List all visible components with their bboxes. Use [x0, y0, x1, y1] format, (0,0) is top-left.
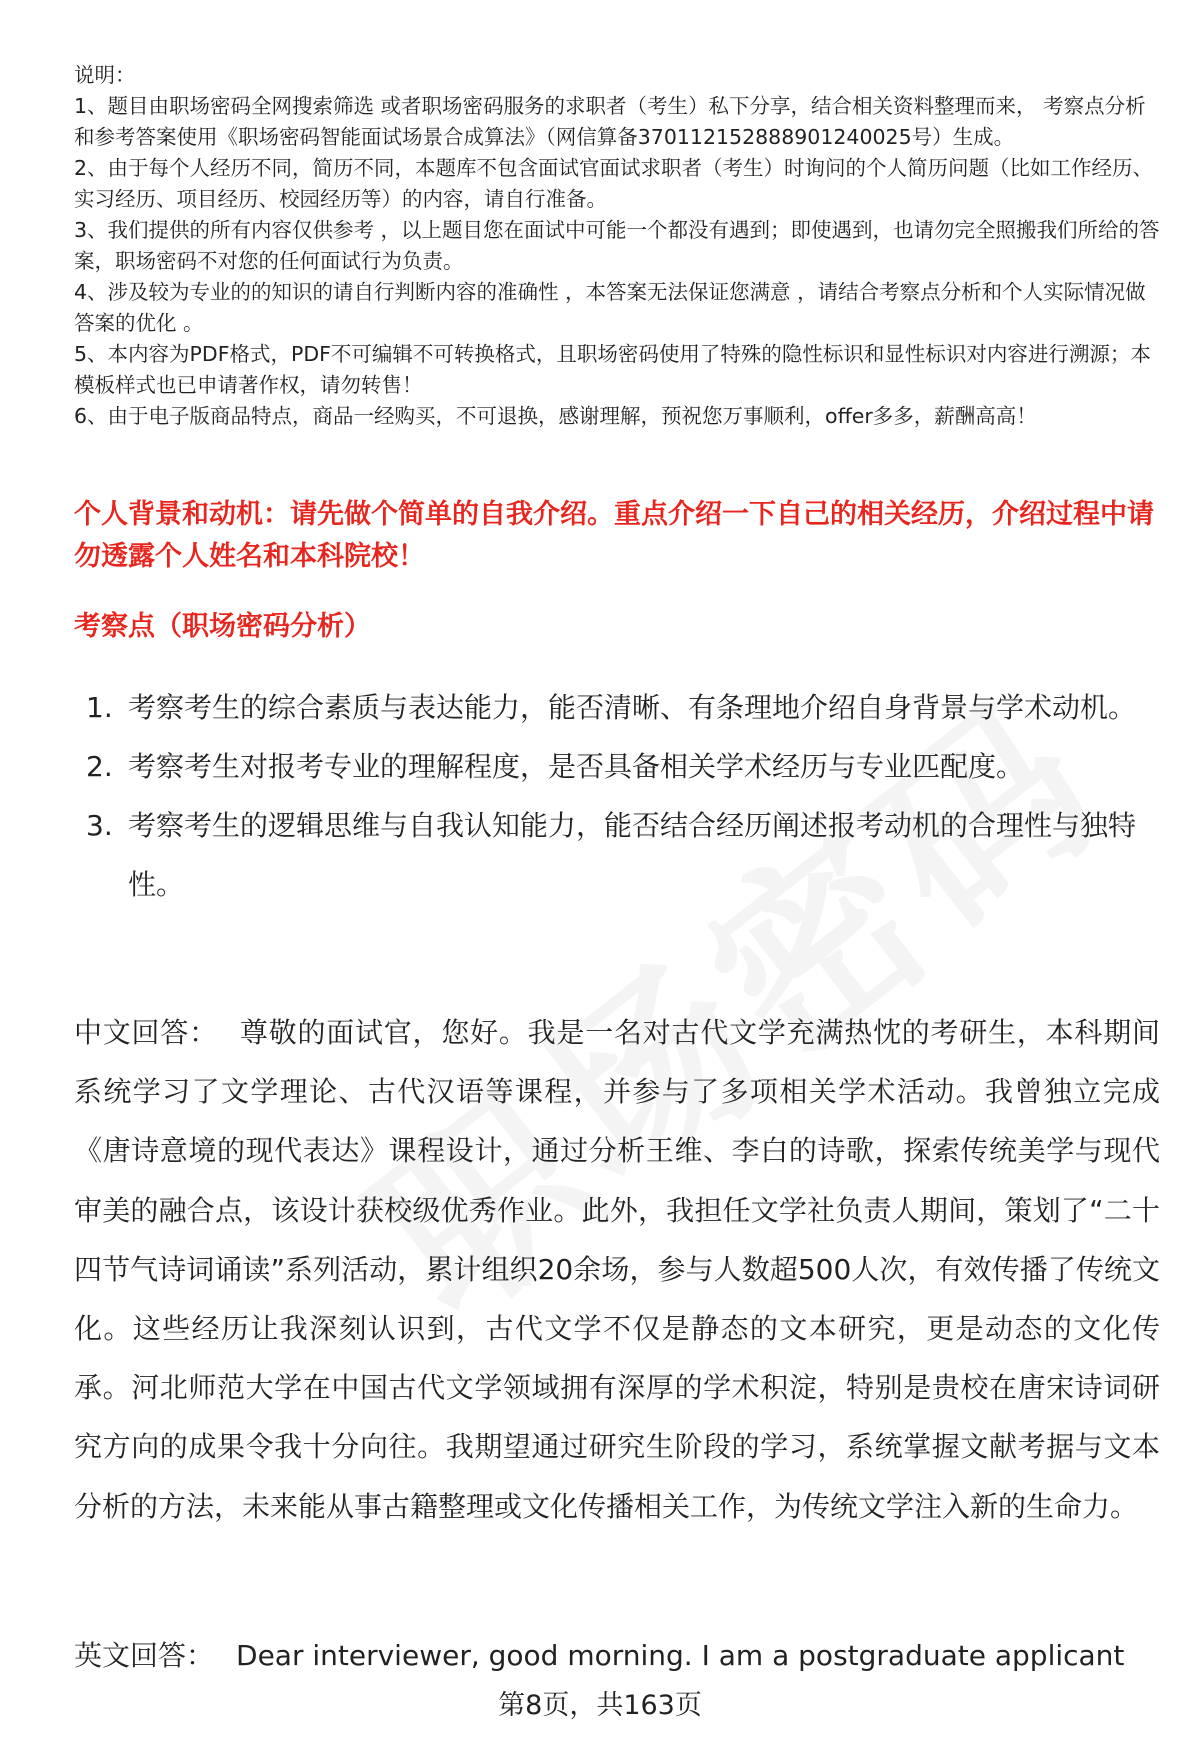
question-title: 个人背景和动机：请先做个简单的自我介绍。重点介绍一下自己的相关经历，介绍过程中请勿透露个人姓名和本科院校！ [74, 499, 1154, 572]
english-answer [74, 1630, 1164, 1682]
key-point-item [74, 737, 1154, 796]
note-item: 4、涉及较为专业的的知识的请自行判断内容的准确性 ，本答案无法保证您满意 ，请结合考察点分析和个人实际情况做答案的优化 。 [74, 280, 1146, 335]
note-item: 2、由于每个人经历不同，简历不同，本题库不包含面试官面试求职者（考生）时询问的个人简历问题（比如工作经历、实习经历、项目经历、校园经历等）的内容，请自行准备。 [74, 156, 1154, 211]
key-point-item [74, 796, 1154, 914]
note-item: 1、题目由职场密码全网搜索筛选 或者职场密码服务的求职者（考生）私下分享，结合相关资料整理而来， 考察点分析和参考答案使用《职场密码智能面试场景合成算法》（网信算备370112152888901240025号）生成。 [74, 94, 1146, 149]
english-answer-text: Dear interviewer, good morning. I am a postgraduate applicant [236, 1639, 1125, 1672]
note-item: 3、我们提供的所有内容仅供参考 ，以上题目您在面试中可能一个都没有遇到；即使遇到，也请勿完全照搬我们所给的答案，职场密码不对您的任何面试行为负责。 [74, 218, 1160, 273]
english-answer-label: 英文回答： [74, 1639, 215, 1672]
chinese-answer [74, 1003, 1160, 1536]
key-point-number: 1. [86, 691, 113, 724]
chinese-answer-text: 尊敬的面试官，您好。我是一名对古代文学充满热忱的考研生，本科期间系统学习了文学理论、古代汉语等课程，并参与了多项相关学术活动。我曾独立完成《唐诗意境的现代表达》课程设计，通过分析王维、李白的诗歌，探索传统美学与现代审美的融合点，该设计获校级优秀作业。此外，我担任文学社负责人期间，策划了“二十四节气诗词诵读”系列活动，累计组织20余场，参与人数超500人次，有效传播了传统文化。这些经历让我深刻认识到，古代文学不仅是静态的文本研究，更是动态的文化传承。河北师范大学在中国古代文学领域拥有深厚的学术积淀，特别是贵校在唐宋诗词研究方向的成果令我十分向往。我期望通过研究生阶段的学习，系统掌握文献考据与文本分析的方法，未来能从事古籍整理或文化传播相关工作，为传统文学注入新的生命力。 [74, 1016, 1160, 1523]
key-point-number: 2. [86, 750, 113, 783]
disclaimer-notes [74, 60, 1164, 432]
chinese-answer-label: 中文回答： [74, 1016, 218, 1049]
notes-heading: 说明： [74, 63, 136, 87]
note-item: 5、本内容为PDF格式，PDF不可编辑不可转换格式，且职场密码使用了特殊的隐性标识和显性标识对内容进行溯源；本模板样式也已申请著作权，请勿转售！ [74, 342, 1151, 397]
key-points-title: 考察点（职场密码分析） [74, 611, 371, 642]
key-points-list [74, 678, 1154, 914]
key-point-item [74, 678, 1154, 737]
key-point-text: 考察考生的逻辑思维与自我认知能力，能否结合经历阐述报考动机的合理性与独特性。 [128, 809, 1137, 901]
note-item: 6、由于电子版商品特点，商品一经购买，不可退换，感谢理解，预祝您万事顺利，offer多多，薪酬高高！ [74, 404, 1037, 428]
key-point-text: 考察考生对报考专业的理解程度，是否具备相关学术经历与专业匹配度。 [128, 750, 1025, 783]
key-point-number: 3. [86, 809, 113, 842]
page-number-footer: 第8页，共163页 [498, 1690, 702, 1721]
key-point-text: 考察考生的综合素质与表达能力，能否清晰、有条理地介绍自身背景与学术动机。 [128, 691, 1137, 724]
